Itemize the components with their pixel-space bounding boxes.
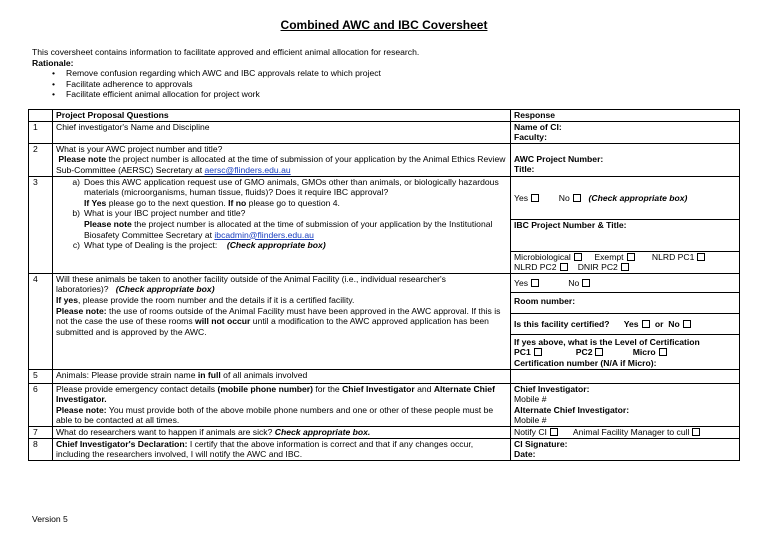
certified-no-checkbox[interactable] [683, 320, 691, 328]
awc-project-number-label: AWC Project Number: [514, 153, 604, 164]
coversheet-table [28, 109, 740, 461]
ci-label: Chief Investigator: [514, 383, 590, 394]
title-label: Title: [514, 164, 535, 175]
header-response: Response [511, 110, 740, 122]
response-cell: Yes No (Check appropriate box) IBC Project Number & Title: Microbiological Exempt NLRD PC1 NLRD PC2 DNIR PC2 [511, 176, 740, 273]
pc1-checkbox[interactable] [534, 348, 542, 356]
table-row [29, 121, 740, 143]
ci-signature-label: CI Signature: [514, 438, 568, 449]
response-cell: Yes No Room number: Is this facility certified? Yes or No If yes above, what is the Level of Certification PC1 PC2 Micro Certification number (N/A if Micro): [511, 273, 740, 369]
question-text: Please provide emergency contact details (mobile phone number) for the Chief Investigator and Alternate Chief Investigator. Please note: You must provide both of the above mobile phone numbers and one or other of these people must be able to be contacted at all times. [53, 383, 511, 426]
header-questions: Project Proposal Questions [53, 110, 511, 122]
row-number: 8 [29, 438, 53, 460]
intro-text: This coversheet contains information to facilitate approved and efficient animal allocation for research. [32, 47, 420, 57]
rationale-bullet: • Remove confusion regarding which AWC and IBC approvals relate to which project [66, 68, 732, 79]
question-text: What is your AWC project number and title? Please note the project number is allocated at the time of submission of your application by the Animal Ethics Review Sub-Committee (AERSC) Secretary at aersc@flinders.edu.au [53, 143, 511, 176]
version-footer: Version 5 [32, 514, 68, 524]
intro-section [32, 47, 732, 100]
row-number: 1 [29, 121, 53, 143]
table-row [29, 438, 740, 460]
gmo-no-checkbox[interactable] [573, 194, 581, 202]
ci-mobile-label: Mobile # [514, 394, 547, 405]
page-title: Combined AWC and IBC Coversheet [280, 18, 488, 32]
response-cell[interactable] [511, 143, 740, 176]
response-cell[interactable] [511, 438, 740, 460]
table-row [29, 369, 740, 383]
question-text: Chief investigator's Name and Discipline [53, 121, 511, 143]
question-text: Chief Investigator's Declaration: I certify that the above information is correct and that if any changes occur, including the researchers involved, I will notify the AWC and IBC. [53, 438, 511, 460]
row-number: 7 [29, 426, 53, 438]
ci-name-label: Name of CI: [514, 121, 562, 132]
exempt-checkbox[interactable] [627, 253, 635, 261]
date-label: Date: [514, 449, 536, 460]
pc2-checkbox[interactable] [595, 348, 603, 356]
nlrd-pc2-checkbox[interactable] [560, 263, 568, 271]
row-number: 2 [29, 143, 53, 176]
row-number: 5 [29, 369, 53, 383]
question-text: a) Does this AWC application request use of GMO animals, GMOs other than animals, or biologically hazardous materials (microorganisms, human tissue, fluids)? Does it require IBC approval? If Yes please go to the next question. If no please go to question 4. b) What is your IBC project number and title? Please note the project number is allocated at the time of submission of your application by the Institutional Biosafety Committee Secretary at ibcadmin@flinders.edu.au c) What type of Dealing is the project: (Check appropriate box) [53, 176, 511, 273]
question-text: Animals: Please provide strain name in full of all animals involved [53, 369, 511, 383]
aersc-email-link[interactable]: aersc@flinders.edu.au [204, 164, 291, 175]
notify-ci-checkbox[interactable] [550, 428, 558, 436]
table-row [29, 383, 740, 426]
cull-checkbox[interactable] [692, 428, 700, 436]
rationale-list [32, 68, 732, 100]
ibc-project-number-label[interactable]: IBC Project Number & Title: [514, 219, 627, 230]
response-cell[interactable] [511, 369, 740, 383]
row-number: 6 [29, 383, 53, 426]
rationale-bullet: • Facilitate adherence to approvals [66, 79, 732, 90]
certified-yes-checkbox[interactable] [642, 320, 650, 328]
table-header-row [29, 110, 740, 122]
facility-no-checkbox[interactable] [582, 279, 590, 287]
response-cell: Notify CI Animal Facility Manager to cull [511, 426, 740, 438]
table-row [29, 143, 740, 176]
facility-yes-checkbox[interactable] [531, 279, 539, 287]
question-text: Will these animals be taken to another facility outside of the Animal Facility (i.e., individual researcher's laboratories)? (Check appropriate box) If yes, please provide the room number and the details if it is a certified facility. Please note: the use of rooms outside of the Animal Facility must have been approved in the AWC approval. If this is not the case the use of these rooms will not occur until a modification to the AWC approved application has been submitted and is approved by the AWC. [53, 273, 511, 369]
ibc-email-link[interactable]: ibcadmin@flinders.edu.au [214, 229, 314, 240]
table-row [29, 273, 740, 369]
question-text: What do researchers want to happen if animals are sick? Check appropriate box. [53, 426, 511, 438]
response-cell[interactable] [511, 383, 740, 426]
rationale-label: Rationale: [32, 57, 74, 68]
room-number-label[interactable]: Room number: [514, 295, 576, 306]
response-cell[interactable] [511, 121, 740, 143]
faculty-label: Faculty: [514, 132, 547, 143]
micro-checkbox[interactable] [659, 348, 667, 356]
dnir-pc2-checkbox[interactable] [621, 263, 629, 271]
microbiological-checkbox[interactable] [574, 253, 582, 261]
alt-ci-label: Alternate Chief Investigator: [514, 404, 630, 415]
table-row [29, 426, 740, 438]
nlrd-pc1-checkbox[interactable] [697, 253, 705, 261]
gmo-yes-checkbox[interactable] [531, 194, 539, 202]
alt-ci-mobile-label: Mobile # [514, 415, 547, 426]
table-row [29, 176, 740, 273]
rationale-bullet: • Facilitate efficient animal allocation for project work [66, 89, 732, 100]
row-number: 4 [29, 273, 53, 369]
row-number: 3 [29, 176, 53, 273]
